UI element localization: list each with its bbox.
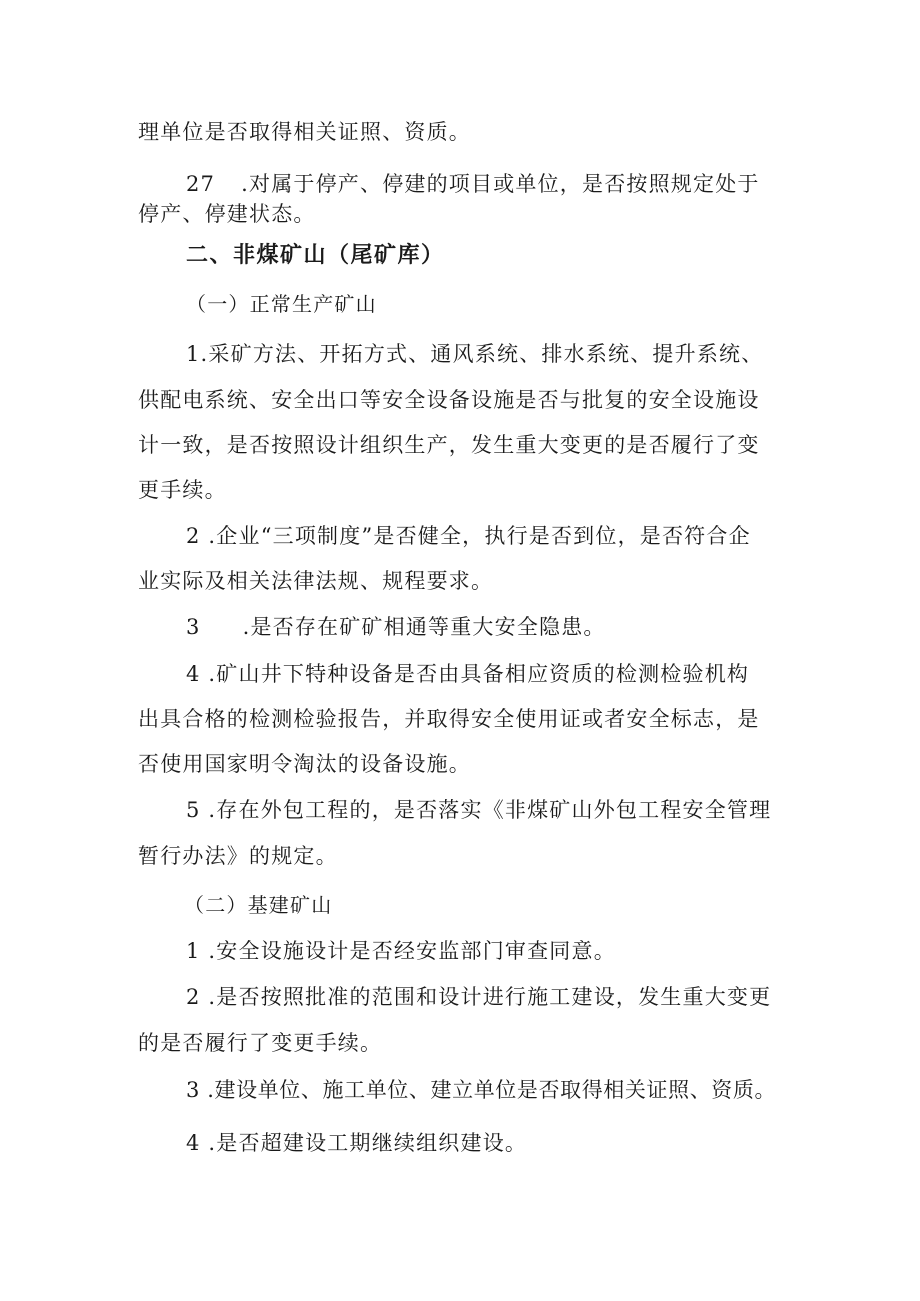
item-number: 3	[186, 615, 201, 639]
paragraph-line: 理单位是否取得相关证照、资质。	[138, 120, 471, 144]
paragraph-line: 否使用国家明令淘汰的设备设施。	[138, 752, 471, 776]
paragraph-line: .是否存在矿矿相通等重大安全隐患。	[242, 615, 606, 639]
paragraph-line: 计一致，是否按照设计组织生产，发生重大变更的是否履行了变	[138, 433, 760, 457]
paragraph-line: 暂行办法》的规定。	[138, 844, 338, 868]
paragraph-line: .对属于停产、停建的项目或单位，是否按照规定处于	[241, 172, 760, 196]
paragraph-line: 5 .存在外包工程的，是否落实《非煤矿山外包工程安全管理	[186, 798, 772, 822]
paragraph-line: 3 .建设单位、施工单位、建立单位是否取得相关证照、资质。	[186, 1078, 777, 1102]
paragraph-line: 供配电系统、安全出口等安全设备设施是否与批复的安全设施设	[138, 388, 760, 412]
paragraph-line: 停产、停建状态。	[138, 202, 316, 226]
paragraph-line: 2 .是否按照批准的范围和设计进行施工建设，发生重大变更	[186, 985, 772, 1009]
subsection-heading: （一）正常生产矿山	[186, 292, 377, 316]
paragraph-line: 4 .矿山井下特种设备是否由具备相应资质的检测检验机构	[186, 662, 750, 686]
paragraph-line: 1 .安全设施设计是否经安监部门审查同意。	[186, 939, 616, 963]
paragraph-line: 出具合格的检测检验报告，并取得安全使用证或者安全标志，是	[138, 707, 760, 731]
item-number: 27	[186, 172, 216, 196]
paragraph-item-3	[186, 613, 798, 641]
paragraph-line: 的是否履行了变更手续。	[138, 1031, 383, 1055]
paragraph-line: 2 .企业“三项制度”是否健全，执行是否到位，是否符合企	[186, 524, 751, 548]
paragraph-line: 业实际及相关法律法规、规程要求。	[138, 569, 494, 593]
subsection-heading: （二）基建矿山	[184, 893, 333, 917]
section-heading: 二、非煤矿山（尾矿库）	[186, 243, 445, 268]
paragraph-line: 更手续。	[138, 478, 227, 502]
paragraph-line: 1.采矿方法、开拓方式、通风系统、排水系统、提升系统、	[186, 342, 764, 366]
paragraph-item-27	[186, 170, 798, 198]
paragraph-line: 4 .是否超建设工期继续组织建设。	[186, 1131, 528, 1155]
